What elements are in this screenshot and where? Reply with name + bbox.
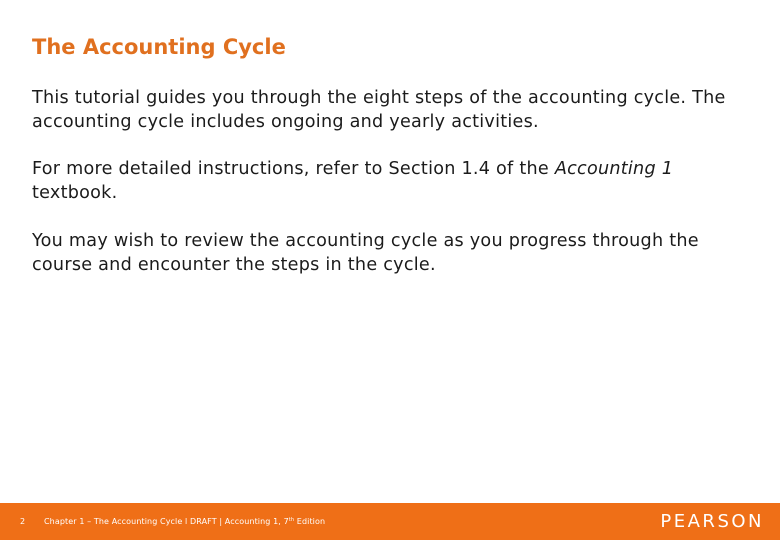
footer-caption-suffix: Edition (294, 517, 326, 526)
paragraph-reference-end: textbook. (32, 183, 118, 203)
pearson-logo: PEARSON (660, 511, 764, 532)
footer-bar (0, 503, 780, 540)
paragraph-reference (32, 157, 762, 205)
textbook-title: Accounting 1 (554, 159, 674, 179)
paragraph-intro: This tutorial guides you through the eight steps of the accounting cycle. The accounting cycle includes ongoing and yearly activities. (32, 88, 726, 132)
slide-title: The Accounting Cycle (32, 35, 286, 59)
footer-caption-text: Chapter 1 – The Accounting Cycle l DRAFT | Accounting 1, 7 (44, 517, 289, 526)
paragraph-review: You may wish to review the accounting cycle as you progress through the course and encounter the steps in the cycle. (32, 231, 699, 275)
edition-superscript: th (288, 517, 295, 523)
page-number: 2 (20, 517, 26, 526)
paragraph-reference-text: For more detailed instructions, refer to Section 1.4 of the (32, 159, 555, 179)
footer-caption (44, 517, 325, 527)
